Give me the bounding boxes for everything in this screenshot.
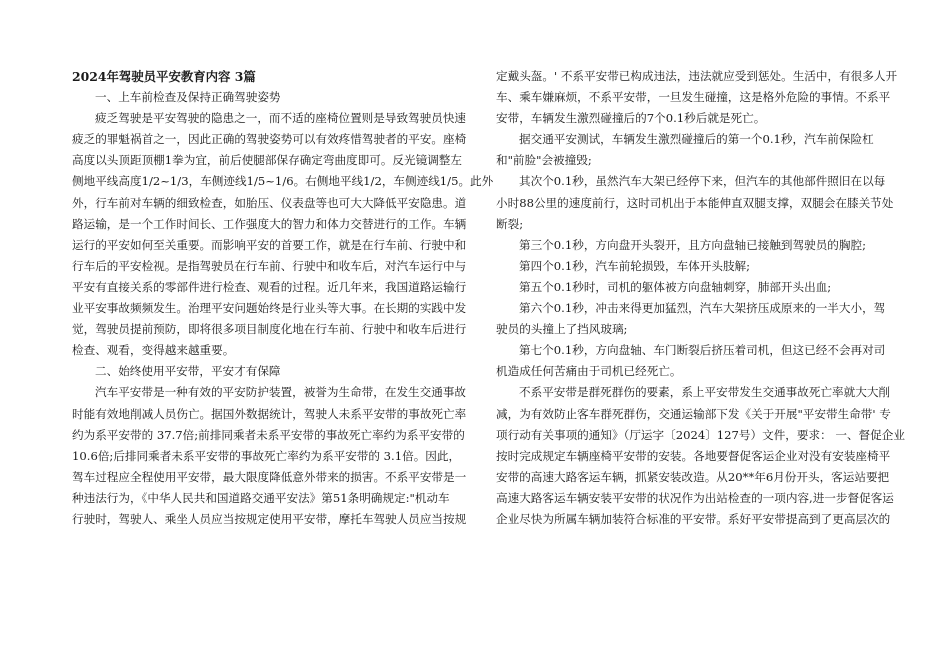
text-line: 项行动有关事项的通知》（厅运字〔2024〕127号）文件，要求： 一、督促企业	[496, 427, 905, 442]
text-line: 运行的平安如何至关重要。而影响平安的首要工作，就是在行车前、行驶中和	[72, 237, 467, 252]
text-line: 和"前脸"会被撞毁;	[496, 153, 592, 168]
text-line: 汽车平安带是一种有效的平安防护装置，被誉为生命带，在发生交通事故	[95, 385, 467, 400]
text-line: 定戴头盔。' 不系平安带已构成违法，违法就应受到惩处。生活中，有很多人开	[496, 69, 898, 83]
text-line: 检查、观看，变得越来越重要。	[72, 343, 235, 358]
text-line: 不系平安带是群死群伤的要素，系上平安带发生交通事故死亡率就大大削	[519, 385, 891, 400]
text-line: 约为系平安带的 37.7倍;前排同乘者未系平安带的事故死亡率约为系平安带的	[72, 427, 465, 442]
text-line: 觉，驾驶员提前预防，即将很多项目制度化地在行车前、行驶中和收车后进行	[72, 322, 467, 337]
text-line: 行车后的平安检视。是指驾驶员在行车前、行驶中和收车后，对汽车运行中与	[72, 258, 467, 273]
text-line: 一、上车前检查及保持正确驾驶姿势	[95, 90, 281, 105]
text-line: 种违法行为，《中华人民共和国道路交通平安法》第51条明确规定:"机动车	[72, 490, 450, 505]
text-line: 路运输，是一个工作时间长、工作强度大的智力和体力交替进行的工作。车辆	[72, 216, 467, 231]
text-line: 疲乏的罪魁祸首之一，因此正确的驾驶姿势可以有效疼惜驾驶者的平安。座椅	[72, 132, 467, 147]
text-line: 按时完成规定车辆座椅平安带的安装。各地要督促客运企业对没有安装座椅平	[496, 448, 891, 463]
text-line: 时能有效地削减人员伤亡。据国外数据统计，驾驶人未系平安带的事故死亡率	[72, 406, 467, 421]
text-line: 安带的高速大路客运车辆，抓紧安装改造。从20**年6月份开头，客运站要把	[496, 469, 890, 484]
right-column	[496, 66, 905, 530]
text-line: 小时88公里的速度前行，这时司机出于本能伸直双腿支撑，双腿会在膝关节处	[496, 195, 894, 210]
text-line: 疲乏驾驶是平安驾驶的隐患之一，而不适的座椅位置则是导致驾驶员快速	[95, 111, 467, 126]
text-line: 第七个0.1秒，方向盘轴、车门断裂后挤压着司机，但这已经不会再对司	[519, 343, 886, 358]
text-line: 外，行车前对车辆的细致检查，如胎压、仪表盘等也可大大降低平安隐患。道	[72, 195, 467, 210]
text-line: 驶员的头撞上了挡风玻璃;	[496, 322, 628, 337]
text-line: 二、始终使用平安带，平安才有保障	[95, 364, 281, 379]
text-line: 行驶时，驾驶人、乘坐人员应当按规定使用平安带，摩托车驾驶人员应当按规	[72, 511, 467, 526]
text-line: 高速大路客运车辆安装平安带的状况作为出站检查的一项内容,进一步督促客运	[496, 490, 894, 505]
text-line: 第六个0.1秒，冲击来得更加猛烈，汽车大架挤压成原来的一半大小，驾	[519, 301, 886, 316]
text-line: 第三个0.1秒，方向盘开头裂开，且方向盘轴已接触到驾驶员的胸腔;	[519, 237, 866, 252]
text-line: 断裂;	[496, 216, 524, 231]
text-line: 安带，车辆发生激烈碰撞后的7个0.1秒后就是死亡。	[496, 111, 766, 126]
left-column	[72, 66, 494, 530]
text-line: 其次个0.1秒，虽然汽车大架已经停下来，但汽车的其他部件照旧在以每	[519, 174, 886, 189]
document-title: 2024年驾驶员平安教育内容 3篇	[72, 69, 256, 84]
text-line: 高度以头顶距顶棚1拳为宜，前后使腿部保存确定弯曲度即可。反光镜调整左	[72, 153, 462, 168]
text-line: 减，为有效防止客车群死群伤，交通运输部下发《关于开展"平安带生命带' 专	[496, 406, 891, 421]
text-line: 机造成任何苦痛由于司机已经死亡。	[496, 364, 682, 379]
text-line: 企业尽快为所属车辆加装符合标准的平安带。系好平安带提高到了更高层次的	[496, 511, 891, 526]
text-line: 侧地平线高度1/2~1/3，车侧迹线1/5~1/6。右侧地平线1/2，车侧迹线1/5。此外	[72, 174, 494, 189]
text-line: 第五个0.1秒时，司机的躯体被方向盘轴刺穿，肺部开头出血;	[519, 279, 832, 294]
text-line: 业平安事故频频发生。治理平安问题始终是行业头等大事。在长期的实践中发	[72, 301, 467, 316]
text-line: 驾车过程应全程使用平安带，最大限度降低意外带来的损害。不系平安带是一	[72, 469, 467, 484]
text-line: 10.6倍;后排同乘者未系平安带的事故死亡率约为系平安带的 3.1倍。因此，	[72, 448, 461, 463]
text-line: 平安有直接关系的零部件进行检查、观看的过程。近几年来，我国道路运输行	[72, 279, 467, 294]
text-line: 据交通平安测试，车辆发生激烈碰撞后的第一个0.1秒，汽车前保险杠	[519, 132, 874, 147]
text-line: 车、乘车嫌麻烦，不系平安带，一旦发生碰撞，这是格外危险的事情。不系平	[496, 90, 891, 105]
text-line: 第四个0.1秒，汽车前轮损毁，车体开头肢解;	[519, 258, 751, 273]
